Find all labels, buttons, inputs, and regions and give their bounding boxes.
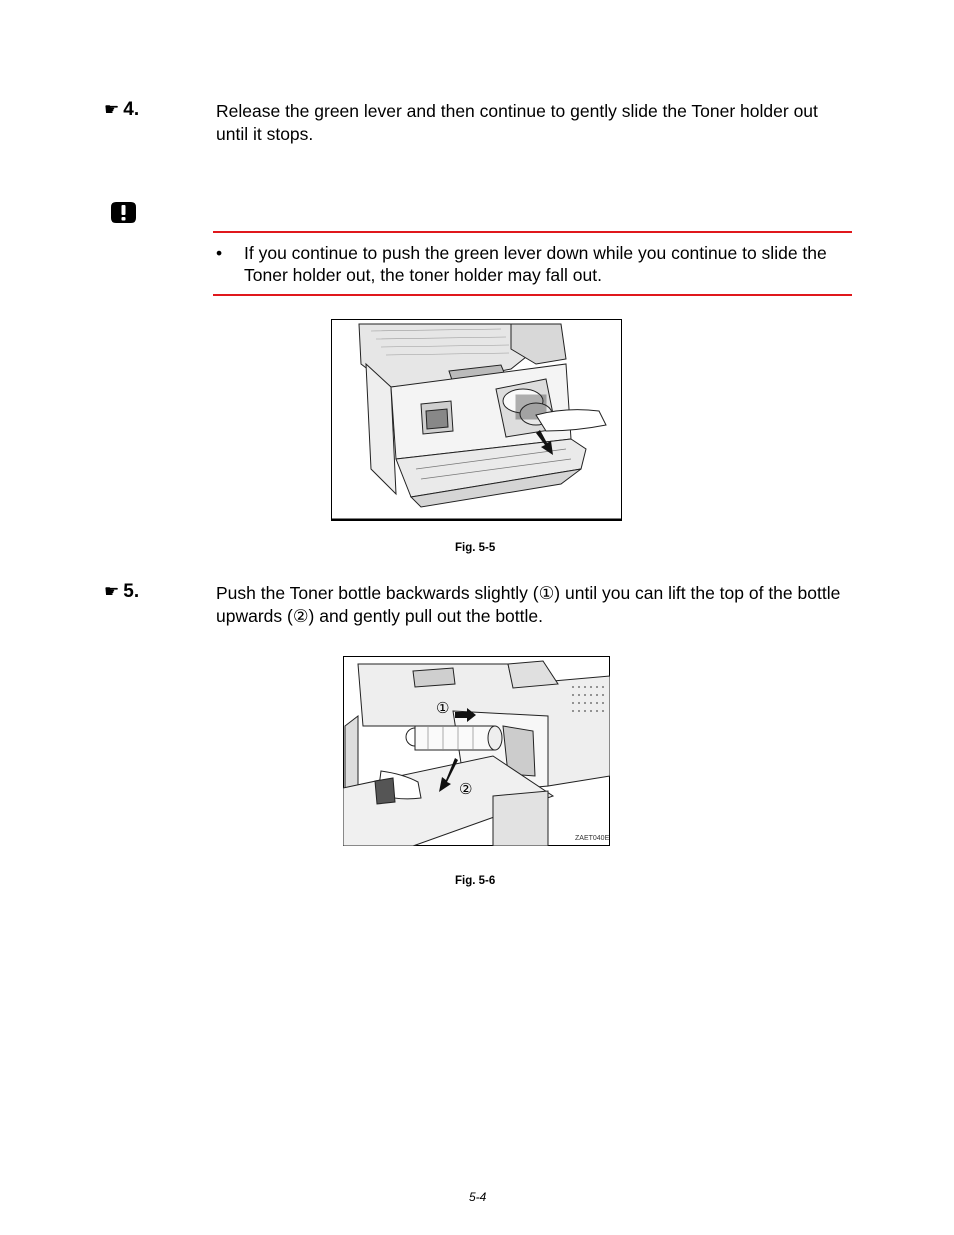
- figure-code: ZAET040E: [575, 835, 610, 842]
- step-number: 4.: [123, 99, 140, 120]
- callout-2: ②: [459, 780, 473, 798]
- step-5-marker: [104, 581, 139, 603]
- caution-exclamation-icon: [110, 201, 137, 224]
- caution-text: If you continue to push the green lever down while you continue to slide the Toner holder out, the toner holder may fall out.: [244, 243, 827, 285]
- step-5-text: Push the Toner bottle backwards slightly (①) until you can lift the top of the bottle upwards (②) and gently pull out the bottle.: [216, 583, 841, 626]
- caution-bullet: [216, 242, 846, 286]
- callout-1: ①: [436, 699, 450, 717]
- figure-5-6-caption: Fig. 5-6: [455, 875, 496, 887]
- step-4-marker: [104, 99, 139, 121]
- pointing-hand-icon: ☛: [104, 582, 120, 601]
- figure-5-6-illustration: [343, 656, 610, 846]
- figure-5-5-illustration: [331, 319, 622, 521]
- pointing-hand-icon: ☛: [104, 100, 120, 119]
- bullet-dot: •: [216, 243, 223, 263]
- caution-top-rule: [213, 231, 852, 233]
- step-number: 5.: [123, 581, 140, 602]
- caution-bottom-rule: [213, 294, 852, 296]
- step-4-text: Release the green lever and then continue to gently slide the Toner holder out until it stops.: [216, 101, 818, 144]
- page-number: 5-4: [469, 1190, 487, 1204]
- figure-5-5-caption: Fig. 5-5: [455, 542, 496, 554]
